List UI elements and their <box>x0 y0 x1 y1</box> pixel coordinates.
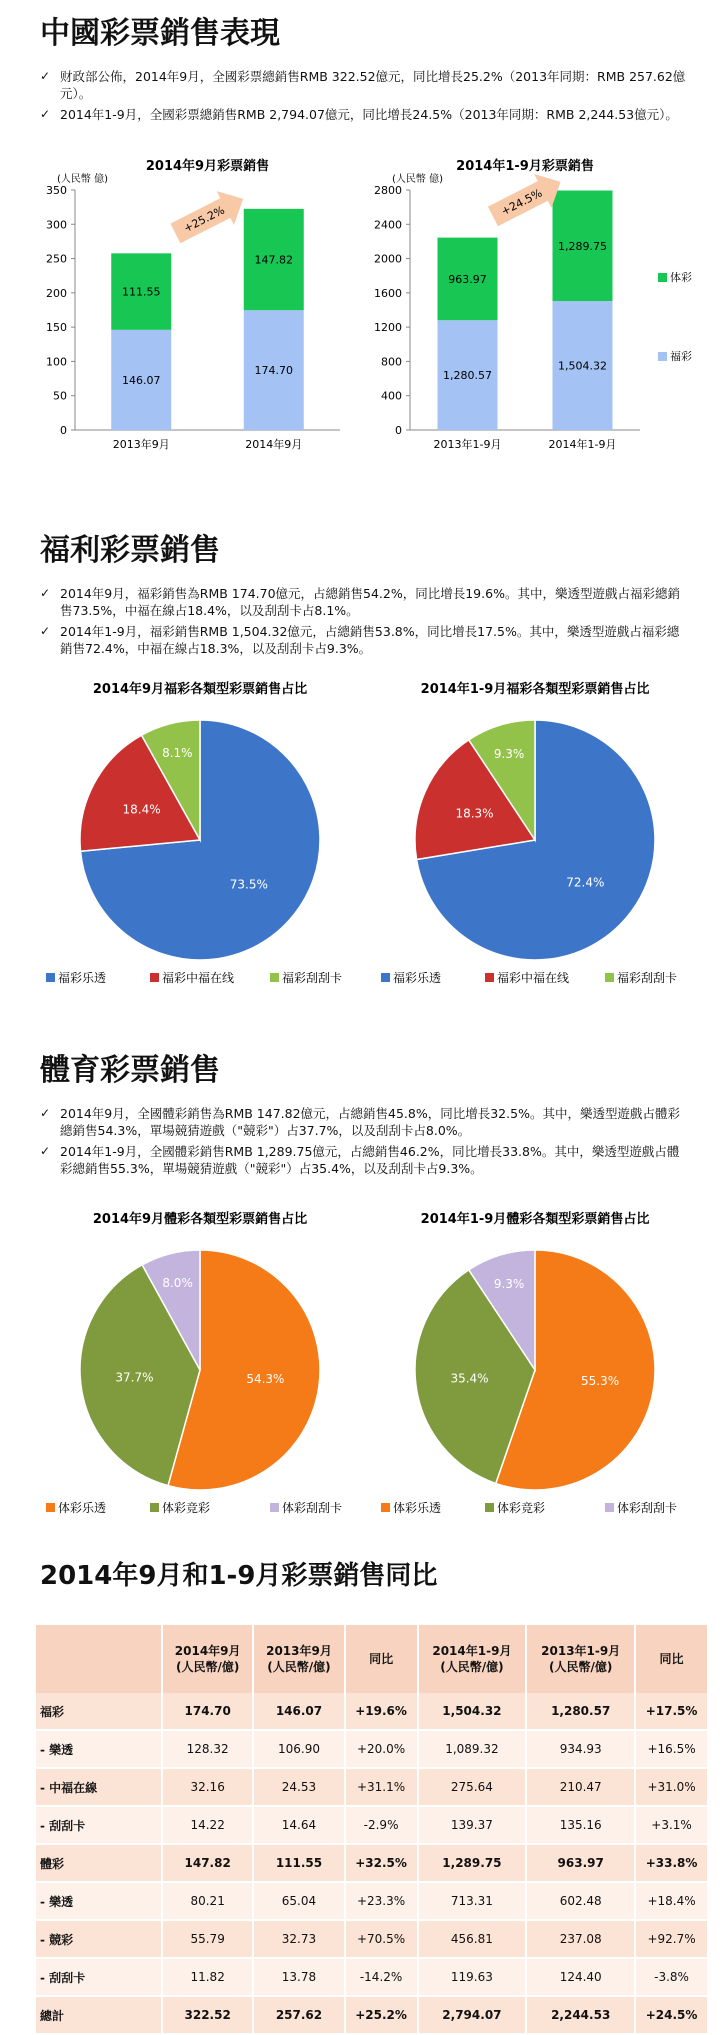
x-tick-label: 2014年9月 <box>245 438 303 451</box>
table-cell: 174.70 <box>162 1693 253 1730</box>
table-cell: 2,244.53 <box>526 1996 635 2034</box>
y-tick-label: 50 <box>53 389 67 403</box>
legend-label: 福彩中福在线 <box>162 971 235 985</box>
y-tick-label: 100 <box>46 355 67 369</box>
column-header: 2014年9月 (人民幣/億) <box>162 1625 253 1693</box>
y-tick-label: 200 <box>46 286 67 300</box>
bar-value-label: 1,280.57 <box>443 369 492 383</box>
slice-value-label: 18.4% <box>122 802 161 817</box>
table-cell: 1,089.32 <box>418 1730 527 1768</box>
table-cell: 55.79 <box>162 1920 253 1958</box>
table-row <box>36 1730 708 1768</box>
bullet-item: ✓ 2014年9月，福彩銷售為RMB 174.70億元，占總銷售54.2%，同比增長19.6%。其中，樂透型遊戲占福彩總銷售73.5%，中福在線占18.4%，以及刮刮卡占8.1%。 <box>40 586 680 618</box>
table-row <box>36 1844 708 1882</box>
table-cell: -14.2% <box>345 1958 418 1996</box>
table-cell: +31.0% <box>635 1768 708 1806</box>
legend-swatch <box>605 973 614 982</box>
table-cell: 119.63 <box>418 1958 527 1996</box>
table-cell: +20.0% <box>345 1730 418 1768</box>
row-label: 體彩 <box>36 1844 162 1882</box>
legend-label: 体彩刮刮卡 <box>617 1501 678 1515</box>
chart-title: 2014年9月體彩各類型彩票銷售占比 <box>92 1212 308 1227</box>
legend-swatch <box>658 273 667 282</box>
row-label: - 樂透 <box>36 1730 162 1768</box>
y-tick-label: 2800 <box>374 184 402 197</box>
chart-title: 2014年1-9月彩票銷售 <box>456 159 594 174</box>
table-row <box>36 1920 708 1958</box>
legend-label: 体彩 <box>670 271 692 284</box>
table-cell: 135.16 <box>526 1806 635 1844</box>
row-label: 總計 <box>36 1996 162 2034</box>
row-label: 福彩 <box>36 1693 162 1730</box>
table-cell: +32.5% <box>345 1844 418 1882</box>
y-tick-label: 350 <box>46 184 67 197</box>
legend-swatch <box>485 1503 494 1512</box>
table-cell: 80.21 <box>162 1882 253 1920</box>
legend-label: 体彩乐透 <box>58 1501 107 1515</box>
legend-swatch <box>381 973 390 982</box>
table-cell: 13.78 <box>253 1958 344 1996</box>
table-cell: +19.6% <box>345 1693 418 1730</box>
table-cell: +3.1% <box>635 1806 708 1844</box>
legend-label: 体彩刮刮卡 <box>282 1501 343 1515</box>
sports-bullets <box>40 1105 690 1181</box>
bar-value-label: 963.97 <box>448 272 487 286</box>
table-cell: +25.2% <box>345 1996 418 2034</box>
growth-label: +25.2% <box>181 203 227 236</box>
y-tick-label: 400 <box>381 389 402 403</box>
table-cell: -3.8% <box>635 1958 708 1996</box>
row-label: - 樂透 <box>36 1882 162 1920</box>
table-cell: 602.48 <box>526 1882 635 1920</box>
table-cell: +16.5% <box>635 1730 708 1768</box>
row-label: - 競彩 <box>36 1920 162 1958</box>
growth-arrow <box>167 182 252 250</box>
table-row <box>36 1996 708 2034</box>
slice-value-label: 9.3% <box>493 746 525 761</box>
table-cell: 1,289.75 <box>418 1844 527 1882</box>
table-cell: 2,794.07 <box>418 1996 527 2034</box>
column-header <box>36 1625 162 1693</box>
slice-value-label: 72.4% <box>566 875 605 890</box>
overview-bullets <box>40 68 690 127</box>
y-tick-label: 150 <box>46 321 67 335</box>
table-cell: 111.55 <box>253 1844 344 1882</box>
table-cell: 11.82 <box>162 1958 253 1996</box>
y-tick-label: 1600 <box>374 286 402 300</box>
bar-value-label: 174.70 <box>254 364 293 378</box>
bar-chart-monthly <box>20 150 360 485</box>
chart-title: 2014年1-9月體彩各類型彩票銷售占比 <box>420 1212 650 1227</box>
check-icon: ✓ <box>40 1144 51 1158</box>
bar-value-label: 147.82 <box>254 253 293 267</box>
row-label: - 中福在線 <box>36 1768 162 1806</box>
legend-swatch <box>46 973 55 982</box>
table-cell: +31.1% <box>345 1768 418 1806</box>
check-icon: ✓ <box>40 1106 51 1120</box>
growth-label: +24.5% <box>499 186 545 219</box>
table-header-row <box>36 1625 708 1693</box>
welfare-title: 福利彩票銷售 <box>40 533 220 568</box>
slice-value-label: 37.7% <box>115 1370 154 1385</box>
slice-value-label: 55.3% <box>581 1373 620 1388</box>
table-cell: 106.90 <box>253 1730 344 1768</box>
bar-value-label: 111.55 <box>122 285 161 299</box>
legend-swatch <box>605 1503 614 1512</box>
legend-swatch <box>46 1503 55 1512</box>
table-row <box>36 1958 708 1996</box>
table-cell: +70.5% <box>345 1920 418 1958</box>
bar-value-label: 146.07 <box>122 373 161 387</box>
pie-chart-welfare-ytd <box>375 675 695 990</box>
comparison-table <box>36 1625 709 2035</box>
legend-label: 福彩乐透 <box>393 971 442 985</box>
table-cell: 14.22 <box>162 1806 253 1844</box>
x-tick-label: 2013年9月 <box>112 438 170 451</box>
x-tick-label: 2014年1-9月 <box>548 438 617 451</box>
column-header: 2013年9月 (人民幣/億) <box>253 1625 344 1693</box>
slice-value-label: 54.3% <box>246 1371 285 1386</box>
legend-swatch <box>485 973 494 982</box>
y-tick-label: 2000 <box>374 252 402 266</box>
table-cell: 713.31 <box>418 1882 527 1920</box>
check-icon: ✓ <box>40 69 51 83</box>
table-cell: 32.73 <box>253 1920 344 1958</box>
legend-label: 体彩竞彩 <box>162 1501 211 1515</box>
table-cell: 275.64 <box>418 1768 527 1806</box>
bullet-item: ✓ 2014年1-9月，福彩銷售RMB 1,504.32億元，占總銷售53.8%，同比增長17.5%。其中，樂透型遊戲占福彩總銷售72.4%，中福在線占18.3%，以及刮刮卡占9.3%。 <box>40 624 680 656</box>
slice-value-label: 8.1% <box>162 745 193 760</box>
bullet-item: ✓ 2014年1-9月，全國彩票總銷售RMB 2,794.07億元，同比增長24.5%（2013年同期：RMB 2,244.53億元）。 <box>40 107 678 122</box>
check-icon: ✓ <box>40 624 51 638</box>
x-tick-label: 2013年1-9月 <box>433 438 502 451</box>
table-cell: 32.16 <box>162 1768 253 1806</box>
legend-label: 体彩乐透 <box>393 1501 442 1515</box>
bullet-item: ✓ 财政部公佈，2014年9月，全國彩票總銷售RMB 322.52億元，同比增長25.2%（2013年同期：RMB 257.62億元）。 <box>40 69 686 101</box>
check-icon: ✓ <box>40 586 51 600</box>
slice-value-label: 9.3% <box>493 1276 525 1291</box>
chart-title: 2014年9月福彩各類型彩票銷售占比 <box>92 682 308 697</box>
table-cell: 146.07 <box>253 1693 344 1730</box>
pie-chart-sports-monthly <box>40 1205 360 1520</box>
legend-label: 体彩竞彩 <box>497 1501 546 1515</box>
y-tick-label: 300 <box>46 218 67 232</box>
table-cell: +23.3% <box>345 1882 418 1920</box>
table-cell: 128.32 <box>162 1730 253 1768</box>
sports-title: 體育彩票銷售 <box>40 1053 220 1088</box>
y-axis-label: (人民幣 億) <box>57 174 108 185</box>
table-cell: 934.93 <box>526 1730 635 1768</box>
check-icon: ✓ <box>40 107 51 121</box>
table-cell: +24.5% <box>635 1996 708 2034</box>
table-cell: 456.81 <box>418 1920 527 1958</box>
table-row <box>36 1806 708 1844</box>
bar-chart-ytd <box>360 150 710 485</box>
table-row <box>36 1768 708 1806</box>
column-header: 同比 <box>635 1625 708 1693</box>
comparison-title: 2014年9月和1-9月彩票銷售同比 <box>40 1561 438 1591</box>
column-header: 2014年1-9月 (人民幣/億) <box>418 1625 527 1693</box>
slice-value-label: 18.3% <box>455 806 494 821</box>
column-header: 同比 <box>345 1625 418 1693</box>
table-cell: 14.64 <box>253 1806 344 1844</box>
table-cell: 1,504.32 <box>418 1693 527 1730</box>
legend-label: 福彩 <box>670 350 692 363</box>
legend-swatch <box>150 1503 159 1512</box>
chart-title: 2014年9月彩票銷售 <box>145 159 270 174</box>
legend-label: 福彩刮刮卡 <box>617 971 678 985</box>
table-cell: +17.5% <box>635 1693 708 1730</box>
table-row <box>36 1693 708 1730</box>
slice-value-label: 8.0% <box>162 1275 193 1290</box>
legend-swatch <box>270 1503 279 1512</box>
overview-title: 中國彩票銷售表現 <box>40 16 280 51</box>
table-cell: -2.9% <box>345 1806 418 1844</box>
bar-value-label: 1,504.32 <box>558 359 607 373</box>
bullet-item: ✓ 2014年9月，全國體彩銷售為RMB 147.82億元，占總銷售45.8%，同比增長32.5%。其中，樂透型遊戲占體彩總銷售54.3%，單場競猜遊戲（"競彩"）占37.7%，以及刮刮卡占8.0%。 <box>40 1106 680 1138</box>
row-label: - 刮刮卡 <box>36 1958 162 1996</box>
table-cell: 139.37 <box>418 1806 527 1844</box>
pie-chart-sports-ytd <box>375 1205 695 1520</box>
legend-label: 福彩乐透 <box>58 971 107 985</box>
legend-swatch <box>150 973 159 982</box>
row-label: - 刮刮卡 <box>36 1806 162 1844</box>
table-cell: 1,280.57 <box>526 1693 635 1730</box>
y-tick-label: 800 <box>381 355 402 369</box>
welfare-bullets <box>40 585 690 661</box>
table-cell: 237.08 <box>526 1920 635 1958</box>
table-row <box>36 1882 708 1920</box>
table-cell: +92.7% <box>635 1920 708 1958</box>
y-tick-label: 2400 <box>374 218 402 232</box>
y-tick-label: 250 <box>46 252 67 266</box>
y-tick-label: 1200 <box>374 321 402 335</box>
legend-swatch <box>270 973 279 982</box>
table-cell: 65.04 <box>253 1882 344 1920</box>
legend-swatch <box>658 352 667 361</box>
table-cell: 963.97 <box>526 1844 635 1882</box>
legend-label: 福彩中福在线 <box>497 971 570 985</box>
y-tick-label: 0 <box>395 424 402 437</box>
table-cell: 322.52 <box>162 1996 253 2034</box>
table-cell: 124.40 <box>526 1958 635 1996</box>
pie-chart-welfare-monthly <box>40 675 360 990</box>
y-axis-label: (人民幣 億) <box>392 174 443 185</box>
table-cell: 257.62 <box>253 1996 344 2034</box>
slice-value-label: 73.5% <box>229 877 268 892</box>
column-header: 2013年1-9月 (人民幣/億) <box>526 1625 635 1693</box>
table-cell: +18.4% <box>635 1882 708 1920</box>
legend-swatch <box>381 1503 390 1512</box>
chart-title: 2014年1-9月福彩各類型彩票銷售占比 <box>420 682 650 697</box>
y-tick-label: 0 <box>60 424 67 437</box>
table-cell: +33.8% <box>635 1844 708 1882</box>
table-cell: 210.47 <box>526 1768 635 1806</box>
legend-label: 福彩刮刮卡 <box>282 971 343 985</box>
slice-value-label: 35.4% <box>450 1371 489 1386</box>
table-cell: 24.53 <box>253 1768 344 1806</box>
bullet-item: ✓ 2014年1-9月，全國體彩銷售RMB 1,289.75億元，占總銷售46.2%，同比增長33.8%。其中，樂透型遊戲占體彩總銷售55.3%，單場競猜遊戲（"競彩"）占35.4%，以及刮刮卡占9.3%。 <box>40 1144 680 1176</box>
bar-value-label: 1,289.75 <box>558 239 607 253</box>
table-cell: 147.82 <box>162 1844 253 1882</box>
